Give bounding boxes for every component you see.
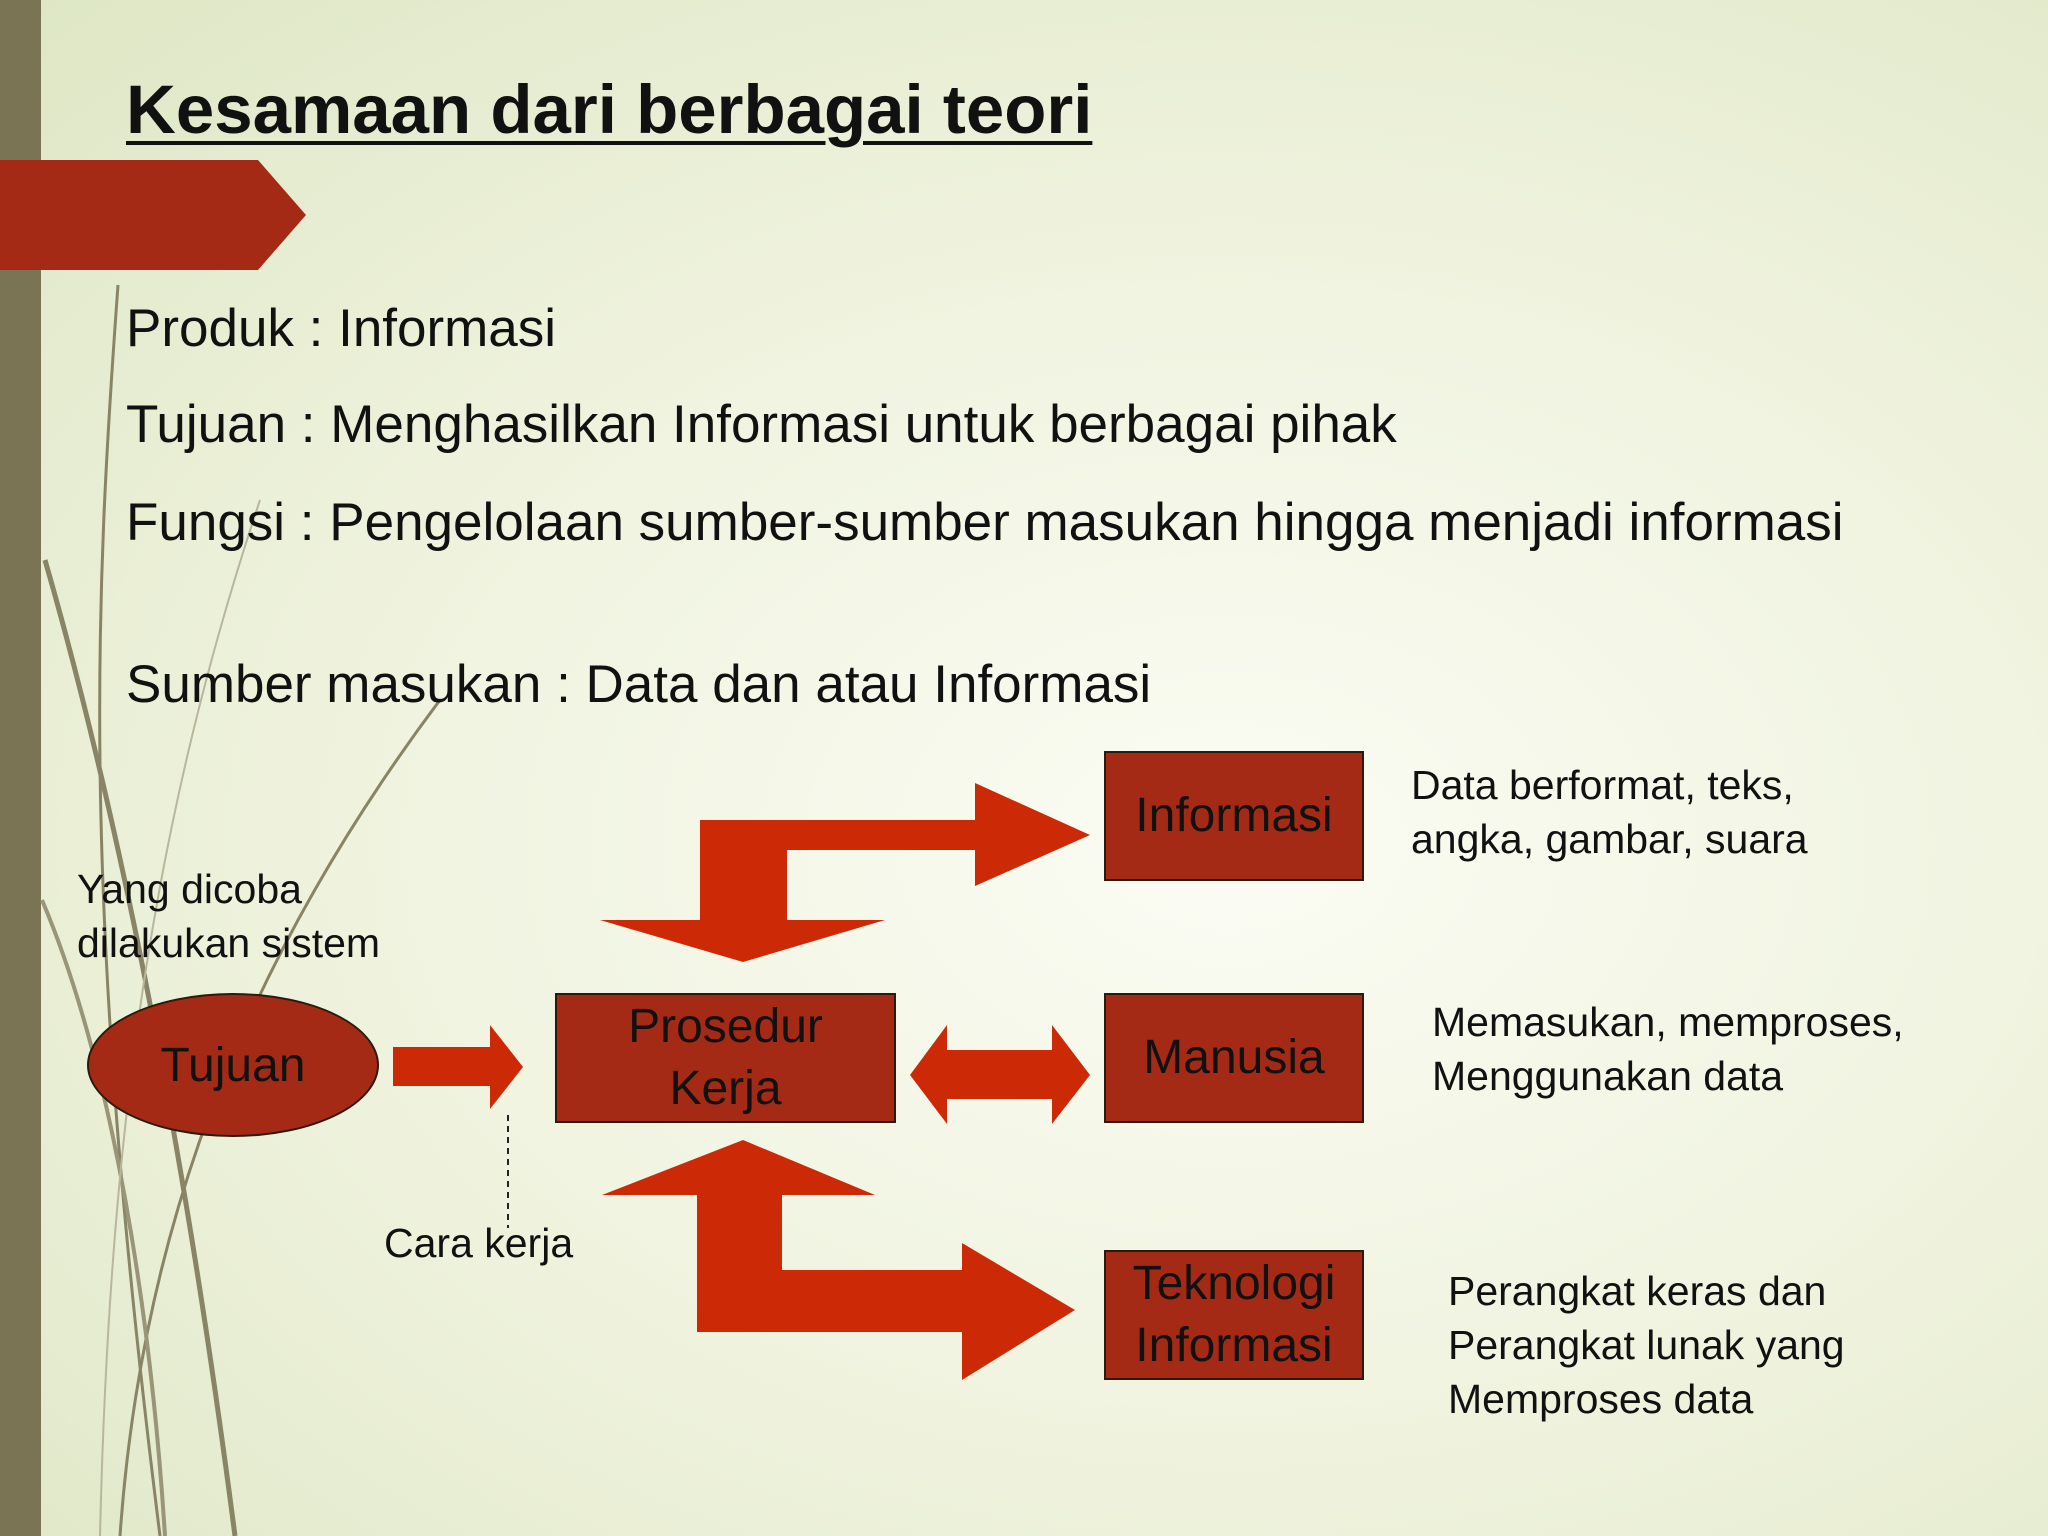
bullet-produk: Produk : Informasi	[126, 299, 557, 358]
note-teknologi-line1: Perangkat keras dan	[1448, 1268, 1827, 1314]
arrow-prosedur-teknologi	[602, 1140, 1075, 1380]
note-informasi	[1411, 758, 1808, 866]
node-informasi: Informasi	[1104, 751, 1364, 881]
node-tujuan: Tujuan	[87, 993, 379, 1137]
note-cara-kerja: Cara kerja	[384, 1220, 574, 1266]
note-teknologi-line2: Perangkat lunak yang	[1448, 1322, 1845, 1368]
note-teknologi-line3: Memproses data	[1448, 1376, 1754, 1422]
note-tujuan-line2: dilakukan sistem	[77, 920, 381, 966]
note-manusia-line2: Menggunakan data	[1432, 1053, 1784, 1099]
bullet-tujuan: Tujuan : Menghasilkan Informasi untuk berbagai pihak	[126, 395, 1397, 454]
prosedur-label-line2: Kerja	[669, 1062, 782, 1115]
prosedur-label-line1: Prosedur	[628, 1000, 823, 1053]
node-manusia: Manusia	[1104, 993, 1364, 1123]
note-manusia-line1: Memasukan, memproses,	[1432, 999, 1904, 1045]
arrow-prosedur-informasi	[600, 783, 1090, 962]
teknologi-label-line1: Teknologi	[1132, 1257, 1336, 1310]
arrow-prosedur-manusia	[910, 1025, 1090, 1124]
note-teknologi	[1448, 1264, 1845, 1426]
node-teknologi-informasi	[1104, 1250, 1364, 1380]
note-tujuan-line1: Yang dicoba	[77, 866, 302, 912]
note-informasi-line2: angka, gambar, suara	[1411, 816, 1808, 862]
arrow-tujuan-prosedur	[393, 1025, 523, 1109]
page-title: Kesamaan dari berbagai teori	[126, 71, 1093, 148]
teknologi-label-line2: Informasi	[1135, 1319, 1333, 1372]
bullet-fungsi: Fungsi : Pengelolaan sumber-sumber masukan hingga menjadi informasi	[126, 493, 1844, 552]
node-prosedur-kerja	[555, 993, 896, 1123]
note-informasi-line1: Data berformat, teks,	[1411, 762, 1794, 808]
bullet-sumber-masukan: Sumber masukan : Data dan atau Informasi	[126, 655, 1152, 714]
note-manusia	[1432, 995, 1904, 1103]
note-tujuan	[77, 862, 380, 970]
